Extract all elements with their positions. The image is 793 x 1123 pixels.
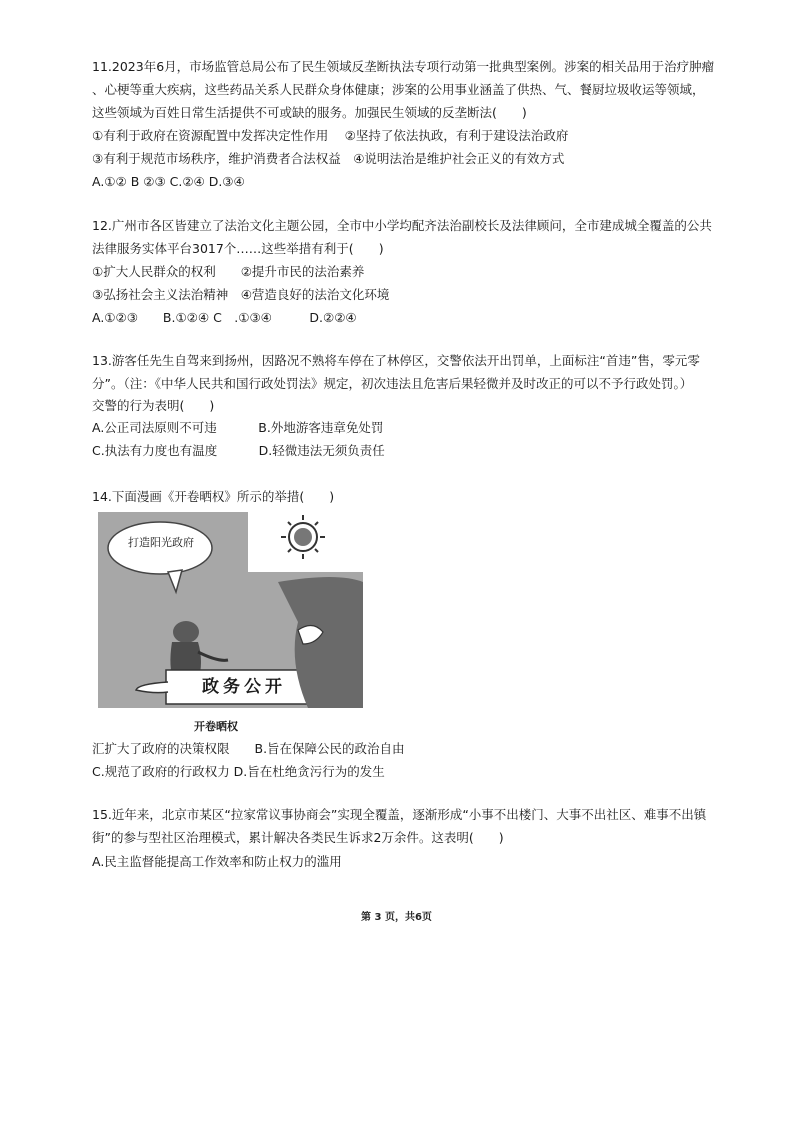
q12-choices: A.①②③ B.①②④ C .①③④ D.②②④	[92, 310, 357, 325]
q12-option-3-4: ③弘扬社会主义法治精神 ④营造良好的法治文化环境	[92, 287, 390, 302]
q12-option-1-2: ①扩大人民群众的权利 ②提升市民的法治素养	[92, 264, 365, 279]
q11-line-2: 、心梗等重大疾病，这些药品关系人民群众身体健康；涉案的公用事业涵盖了供热、气、餐厨垃圾收运等领域，	[92, 82, 705, 97]
q11-line-1: 11.2023年6月，市场监管总局公布了民生领域反垄断执法专项行动第一批典型案例。涉案的相关品用于治疗肿瘤	[92, 59, 715, 74]
q15-line-1: 15.近年来，北京市某区“拉家常议事协商会”实现全覆盖，逐渐形成“小事不出楼门、大事不出社区、难事不出镇	[92, 807, 707, 822]
q13-choices-ab: A.公正司法原则不可违 B.外地游客违章免处罚	[92, 420, 384, 435]
q12-line-1: 12.广州市各区皆建立了法治文化主题公园，全市中小学均配齐法治副校长及法律顾问，全市建成城全覆盖的公共	[92, 218, 712, 233]
cartoon-banner-text: 政务公开	[202, 677, 286, 697]
q15-line-2: 街”的参与型社区治理模式，累计解决各类民生诉求2万余件。这表明( )	[92, 830, 504, 845]
cartoon-bubble-text: 打造阳光政府	[128, 536, 194, 549]
cartoon-caption: 开卷晒权	[194, 720, 238, 733]
q12-line-2: 法律服务实体平台3017个……这些举措有利于( )	[92, 241, 384, 256]
q13-choices-cd: C.执法有力度也有温度 D.轻微违法无须负责任	[92, 443, 385, 458]
page-footer: 第 3 页，共6页	[361, 912, 432, 923]
cartoon-image	[98, 512, 363, 736]
q14-line-1: 14.下面漫画《开卷晒权》所示的举措( )	[92, 489, 335, 504]
q14-choices-cd: C.规范了政府的行政权力 D.旨在杜绝贪污行为的发生	[92, 764, 385, 779]
q11-choices: A.①② B ②③ C.②④ D.③④	[92, 174, 245, 189]
q11-option-3-4: ③有利于规范市场秩序，维护消费者合法权益 ④说明法治是维护社会正义的有效方式	[92, 151, 565, 166]
q13-line-1: 13.游客任先生自驾来到扬州，因路况不熟将车停在了林停区，交警依法开出罚单，上面标注“首违”售，零元零	[92, 353, 700, 368]
q11-line-3: 这些领域为百姓日常生活提供不可或缺的服务。加强民生领域的反垄断法( )	[92, 105, 527, 120]
q11-option-1-2: ①有利于政府在资源配置中发挥决定性作用 ②坚持了依法执政，有利于建设法治政府	[92, 128, 569, 143]
q13-line-2: 分”。（注：《中华人民共和国行政处罚法》规定，初次违法且危害后果轻微并及时改正的可以不予行政处罚。）	[92, 376, 693, 391]
q15-choice-a: A.民主监督能提高工作效率和防止权力的滥用	[92, 854, 342, 869]
q13-line-3: 交警的行为表明( )	[92, 398, 215, 413]
q14-choices-ab: 汇扩大了政府的决策权限 B.旨在保障公民的政治自由	[92, 741, 405, 756]
